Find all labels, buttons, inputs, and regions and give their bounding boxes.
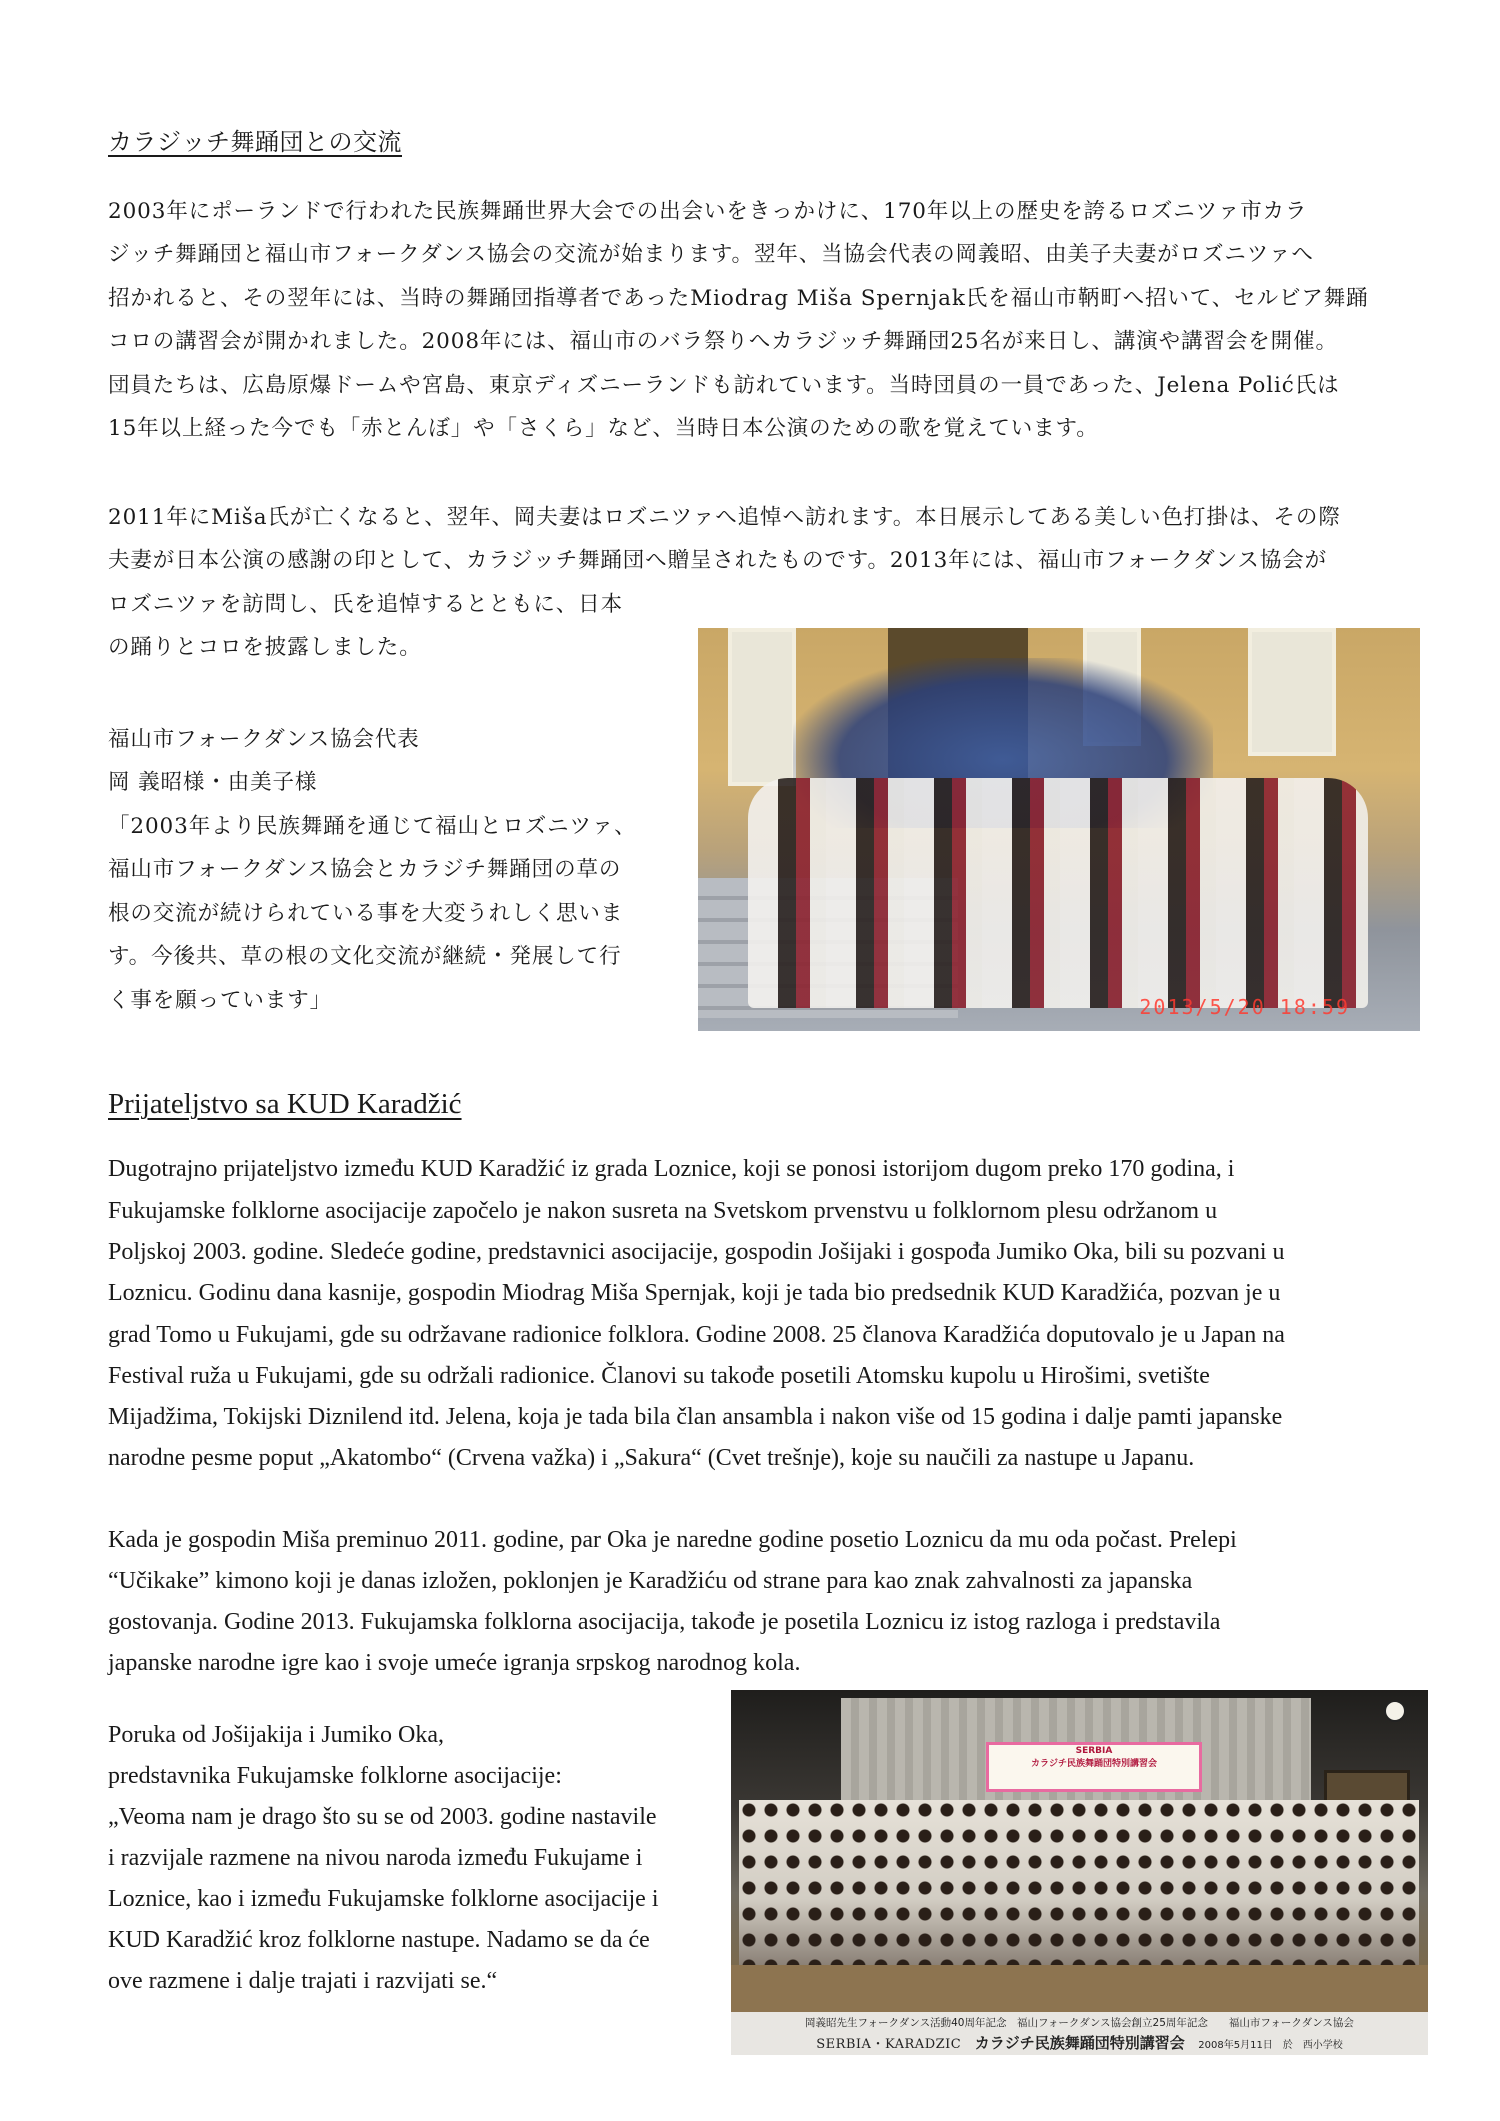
caption-line-2 bbox=[731, 2032, 1428, 2053]
photo-caption bbox=[731, 2012, 1428, 2055]
text-line: 2003年にポーランドで行われた民族舞踊世界大会での出会いをきっかけに、170年以上の歴史を誇るロズニツァ市カラ bbox=[108, 199, 1308, 224]
text-line: Loznicu. Godinu dana kasnije, gospodin Miodrag Miša Spernjak, koji je tada bio predsednik KUD Karadžića, pozvan je u bbox=[108, 1280, 1281, 1306]
text-line: ove razmene i dalje trajati i razvijati se.“ bbox=[108, 1968, 498, 1994]
text-line: Fukujamske folklorne asocijacije započelo je nakon susreta na Svetskom prvenstvu u folklornom plesu održanom u bbox=[108, 1198, 1218, 1224]
text-line: コロの講習会が開かれました。2008年には、福山市のバラ祭りへカラジッチ舞踊団25名が来日し、講演や講習会を開催。 bbox=[108, 329, 1338, 354]
text-line: 15年以上経った今でも「赤とんぼ」や「さくら」など、当時日本公演のための歌を覚えています。 bbox=[108, 416, 1099, 441]
caption-title: カラジチ民族舞踊団特別講習会 bbox=[974, 2034, 1185, 2052]
dance-group-photo bbox=[698, 628, 1420, 1031]
japanese-section-heading: カラジッチ舞踊団との交流 bbox=[108, 128, 402, 156]
caption-line-1: 岡義昭先生フォークダンス活動40周年記念 福山フォークダンス協会創立25周年記念 福山市フォークダンス協会 bbox=[805, 2017, 1354, 2029]
floor-decor bbox=[731, 1965, 1428, 2015]
text-line: ロズニツァを訪問し、氏を追悼するとともに、日本 bbox=[108, 592, 623, 617]
text-line: KUD Karadžić kroz folklorne nastupe. Nadamo se da će bbox=[108, 1927, 650, 1953]
text-line: i razvijale razmene na nivou naroda između Fukujame i bbox=[108, 1845, 643, 1871]
banner-line-1: SERBIA bbox=[1075, 1746, 1113, 1756]
banner-line-2: カラジチ民族舞踊団特別講習会 bbox=[1030, 1759, 1157, 1769]
text-line: „Veoma nam je drago što su se od 2003. godine nastavile bbox=[108, 1804, 657, 1830]
text-line: gostovanja. Godine 2013. Fukujamska folklorna asocijacija, takođe je posetila Loznicu iz istog razloga i predstavila bbox=[108, 1609, 1221, 1635]
photo-timestamp: 2013/5/20 18:59 bbox=[1139, 995, 1350, 1019]
serbian-section-heading: Prijateljstvo sa KUD Karadžić bbox=[108, 1088, 462, 1120]
text-line: 「2003年より民族舞踊を通じて福山とロズニツァ、 bbox=[108, 814, 637, 839]
text-line: く事を願っています」 bbox=[108, 988, 333, 1013]
text-line: Kada je gospodin Miša preminuo 2011. godine, par Oka je naredne godine posetio Loznicu da mu oda počast. Prelepi bbox=[108, 1527, 1237, 1553]
text-line: Poljskoj 2003. godine. Sledeće godine, predstavnici asocijacije, gospodin Jošijaki i gospođa Jumiko Oka, bili su pozvani u bbox=[108, 1239, 1285, 1265]
text-line: Mijadžima, Tokijski Diznilend itd. Jelena, koja je tada bila član ansambla i nakon više od 15 godina i dalje pamti japanske bbox=[108, 1404, 1283, 1430]
text-line: の踊りとコロを披露しました。 bbox=[108, 635, 422, 660]
text-line: 岡 義昭様・由美子様 bbox=[108, 770, 318, 795]
caption-latin: SERBIA・KARADZIC bbox=[816, 2037, 962, 2052]
text-line: “Učikake” kimono koji je danas izložen, poklonjen je Karadžiću od strane para kao znak zahvalnosti za japanska bbox=[108, 1568, 1193, 1594]
dancers-decor bbox=[748, 778, 1368, 1008]
text-line: Festival ruža u Fukujami, gde su održali radionice. Članovi su takođe posetili Atomsku kupolu u Hirošimi, svetište bbox=[108, 1363, 1210, 1389]
text-line: narodne pesme poput „Akatombo“ (Crvena važka) i „Sakura“ (Cvet trešnje), koje su naučili za nastupe u Japanu. bbox=[108, 1445, 1195, 1471]
text-line: ジッチ舞踊団と福山市フォークダンス協会の交流が始まります。翌年、当協会代表の岡義昭、由美子夫妻がロズニツァへ bbox=[108, 242, 1314, 267]
text-line: japanske narodne igre kao i svoje umeće igranja srpskog narodnog kola. bbox=[108, 1650, 801, 1676]
caption-date: 2008年5月11日 於 西小学校 bbox=[1198, 2040, 1343, 2051]
window-decor bbox=[728, 628, 796, 786]
text-line: す。今後共、草の根の文化交流が継続・発展して行 bbox=[108, 944, 622, 969]
window-decor bbox=[1248, 628, 1336, 756]
clock-icon bbox=[1384, 1700, 1406, 1722]
text-line: 根の交流が続けられている事を大変うれしく思いま bbox=[108, 901, 624, 926]
crowd-decor bbox=[739, 1800, 1419, 1965]
text-line: 2011年にMiša氏が亡くなると、翌年、岡夫妻はロズニツァへ追悼へ訪れます。本日展示してある美しい色打掛は、その際 bbox=[108, 505, 1341, 530]
text-line: Dugotrajno prijateljstvo između KUD Karadžić iz grada Loznice, koji se ponosi istorijom dugom preko 170 godina, i bbox=[108, 1156, 1235, 1182]
text-line: grad Tomo u Fukujami, gde su održavane radionice folklora. Godine 2008. 25 članova Karadžića doputovalo je u Japan na bbox=[108, 1322, 1285, 1348]
text-line: 夫妻が日本公演の感謝の印として、カラジッチ舞踊団へ贈呈されたものです。2013年には、福山市フォークダンス協会が bbox=[108, 548, 1328, 573]
event-banner bbox=[986, 1742, 1202, 1792]
text-line: 福山市フォークダンス協会代表 bbox=[108, 727, 420, 752]
text-line: 招かれると、その翌年には、当時の舞踊団指導者であったMiodrag Miša Spernjak氏を福山市鞆町へ招いて、セルビア舞踊 bbox=[108, 286, 1369, 311]
text-line: Poruka od Jošijakija i Jumiko Oka, bbox=[108, 1722, 444, 1748]
workshop-group-photo bbox=[731, 1690, 1428, 2055]
text-line: Loznice, kao i između Fukujamske folklorne asocijacije i bbox=[108, 1886, 659, 1912]
text-line: predstavnika Fukujamske folklorne asocijacije: bbox=[108, 1763, 562, 1789]
text-line: 福山市フォークダンス協会とカラジチ舞踊団の草の bbox=[108, 857, 622, 882]
text-line: 団員たちは、広島原爆ドームや宮島、東京ディズニーランドも訪れています。当時団員の一員であった、Jelena Polić氏は bbox=[108, 373, 1340, 398]
